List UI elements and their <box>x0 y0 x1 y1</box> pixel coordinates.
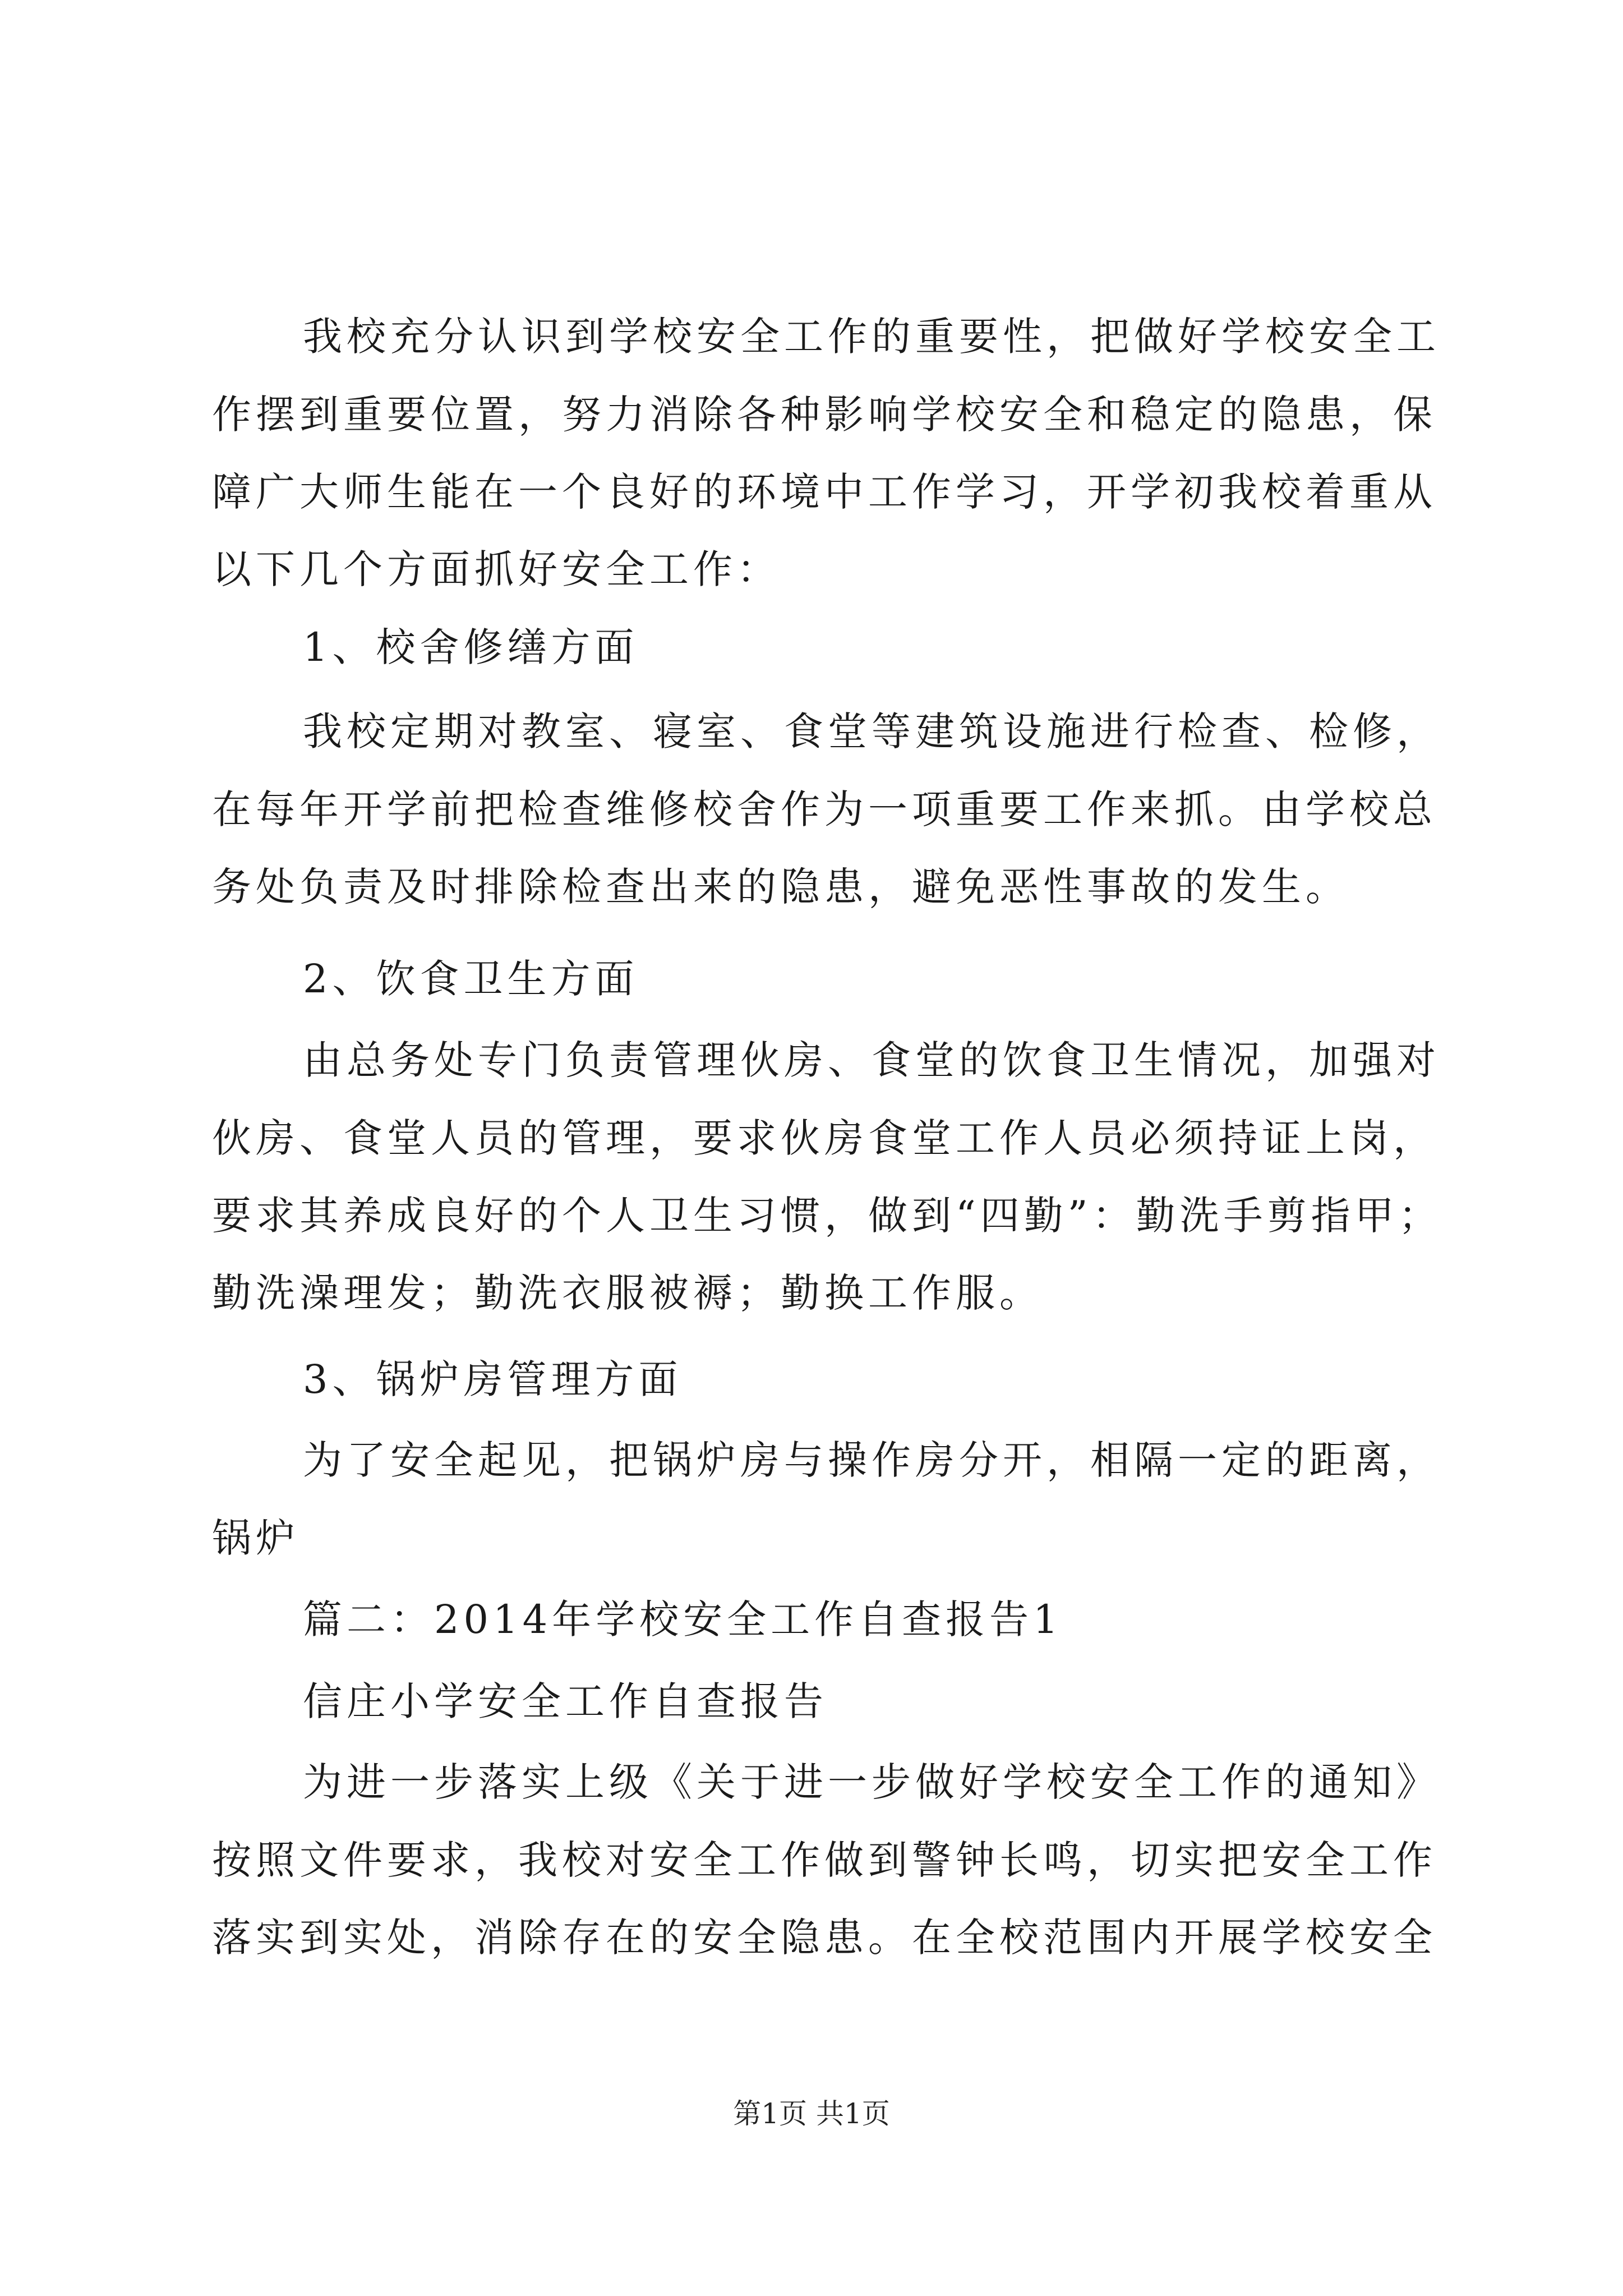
page-number-footer: 第1页 共1页 <box>733 2097 890 2130</box>
paragraph-line: 我校充分认识到学校安全工作的重要性，把做好学校安全工 <box>303 314 1440 360</box>
section-heading: 1、校舍修缮方面 <box>303 624 639 670</box>
section-heading: 3、锅炉房管理方面 <box>303 1356 683 1402</box>
paragraph-line: 锅炉 <box>212 1515 299 1561</box>
paragraph-line: 勤洗澡理发；勤洗衣服被褥；勤换工作服。 <box>212 1270 1043 1316</box>
paragraph-line: 为了安全起见，把锅炉房与操作房分开，相隔一定的距离， <box>303 1437 1440 1483</box>
paragraph-line: 按照文件要求，我校对安全工作做到警钟长鸣，切实把安全工作 <box>212 1837 1437 1883</box>
paragraph-line: 为进一步落实上级《关于进一步做好学校安全工作的通知》 <box>303 1759 1440 1805</box>
paragraph-line: 落实到实处，消除存在的安全隐患。在全校范围内开展学校安全 <box>212 1915 1437 1961</box>
paragraph-line: 在每年开学前把检查维修校舍作为一项重要工作来抓。由学校总 <box>212 786 1437 832</box>
paragraph-line: 务处负责及时排除检查出来的隐患，避免恶性事故的发生。 <box>212 864 1349 910</box>
report-title: 信庄小学安全工作自查报告 <box>303 1678 828 1724</box>
paragraph-line: 由总务处专门负责管理伙房、食堂的饮食卫生情况，加强对 <box>303 1037 1440 1083</box>
paragraph-line: 要求其养成良好的个人卫生习惯，做到“四勤”：勤洗手剪指甲； <box>212 1193 1442 1239</box>
paragraph-line: 障广大师生能在一个良好的环境中工作学习，开学初我校着重从 <box>212 469 1437 515</box>
paragraph-line: 我校定期对教室、寝室、食堂等建筑设施进行检查、检修， <box>303 708 1440 754</box>
paragraph-line: 伙房、食堂人员的管理，要求伙房食堂工作人员必须持证上岗， <box>212 1115 1437 1161</box>
paragraph-line: 作摆到重要位置，努力消除各种影响学校安全和稳定的隐患，保 <box>212 392 1437 438</box>
section-heading: 2、饮食卫生方面 <box>303 956 639 1002</box>
article-heading: 篇二：2014年学校安全工作自查报告1 <box>303 1596 1063 1642</box>
paragraph-line: 以下几个方面抓好安全工作： <box>212 546 781 592</box>
